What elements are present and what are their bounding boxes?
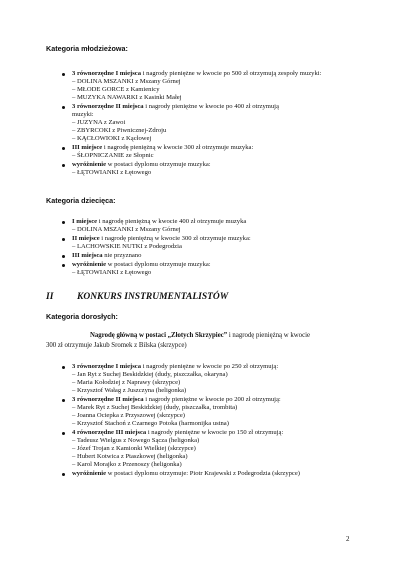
youth-item-3: III miejsce i nagrodę pieniężną w kwocie 300 zł otrzymuje muzyka: bbox=[72, 144, 254, 151]
bullet bbox=[62, 264, 65, 267]
list-sub-item: – Jan Ryt z Suchej Beskidzkiej (dudy, piszczałka, okaryna) bbox=[72, 371, 228, 378]
bullet bbox=[62, 73, 65, 76]
list-sub-item: – Hubert Kotwica z Ptaszkowej (heligonka) bbox=[72, 453, 188, 460]
adults-category-heading: Kategoria dorosłych: bbox=[46, 312, 118, 321]
list-sub-item: – ZBYRCOKI z Piwnicznej-Zdroju bbox=[72, 127, 167, 134]
list-sub-item: muzyki: bbox=[72, 111, 94, 118]
adults-item-3: 4 równorzędne III miejsca i nagrody pieniężne w kwocie po 150 zł otrzymują: bbox=[72, 429, 284, 436]
youth-item-2: 3 równorzędne II miejsca i nagrody pieniężne w kwocie po 400 zł otrzymują bbox=[72, 103, 279, 110]
list-sub-item: – LACHOWSKIE NUTKI z Podegrodzia bbox=[72, 243, 182, 250]
bullet bbox=[62, 106, 65, 109]
list-sub-item: – MŁODE GORCE z Kamienicy bbox=[72, 86, 160, 93]
list-sub-item: – ŚŁOPNICZANIE ze Słopnic bbox=[72, 152, 154, 159]
children-item-3: III miejsca nie przyznano bbox=[72, 252, 142, 259]
youth-category-heading: Kategoria młodzieżowa: bbox=[46, 44, 128, 53]
adults-item-4: wyróżnienie w postaci dyplomu otrzymuje: Piotr Krajewski z Podegrodzia (skrzypce) bbox=[72, 470, 300, 477]
children-item-4: wyróżnienie w postaci dyplomu otrzymuje muzyka: bbox=[72, 261, 211, 268]
children-category-heading: Kategoria dziecięca: bbox=[46, 196, 116, 205]
bullet bbox=[62, 164, 65, 167]
grand-prize-line-1: Nagrodę główną w postaci „Złotych Skrzypiec” i nagrodę pieniężną w kwocie bbox=[90, 332, 310, 339]
bullet bbox=[62, 147, 65, 150]
page-number: 2 bbox=[346, 535, 350, 543]
youth-item-4: wyróżnienie w postaci dyplomu otrzymuje muzyka: bbox=[72, 161, 211, 168]
children-item-2: II miejsce i nagrodę pieniężną w kwocie 300 zł otrzymuje muzyka: bbox=[72, 235, 251, 242]
youth-item-1: 3 równorzędne I miejsca i nagrody pieniężne w kwocie po 500 zł otrzymują zespoły muzyki: bbox=[72, 70, 322, 77]
adults-item-1: 3 równorzędne I miejsca i nagrody pieniężne w kwocie po 250 zł otrzymują: bbox=[72, 363, 279, 370]
adults-item-2: 3 równorzędne II miejsca i nagrody pieniężne w kwocie po 200 zł otrzymują: bbox=[72, 396, 281, 403]
bullet bbox=[62, 366, 65, 369]
bullet bbox=[62, 221, 65, 224]
list-sub-item: – KĄCŁOWIOKI z Kącłowej bbox=[72, 135, 152, 142]
list-sub-item: – Maria Kołodziej z Naprawy (skrzypce) bbox=[72, 379, 181, 386]
bullet bbox=[62, 255, 65, 258]
list-sub-item: – ŁĘTOWIANKI z Łętowego bbox=[72, 269, 152, 276]
bullet bbox=[62, 399, 65, 402]
grand-prize-line-2: 300 zł otrzymuje Jakub Sromek z Bilska (skrzypce) bbox=[46, 342, 187, 349]
list-sub-item: – Tadeusz Wielgus z Nowego Sącza (heligonka) bbox=[72, 437, 200, 444]
list-sub-item: – Marek Ryt z Suchej Beskidzkiej (dudy, piszczałka, trombita) bbox=[72, 404, 238, 411]
bullet bbox=[62, 238, 65, 241]
list-sub-item: – Joanna Ociepka z Przyszowej (skrzypce) bbox=[72, 412, 185, 419]
bullet bbox=[62, 432, 65, 435]
list-sub-item: – Karol Morajko z Przenoszy (heligonka) bbox=[72, 461, 182, 468]
children-item-1: I miejsce i nagrodę pieniężną w kwocie 400 zł otrzymuje muzyka bbox=[72, 218, 247, 225]
bullet bbox=[62, 473, 65, 476]
list-sub-item: – JUZYNA z Zawoi bbox=[72, 119, 126, 126]
list-sub-item: – Krzysztof Stachoń z Czarnego Potoka (harmonijka ustna) bbox=[72, 420, 229, 427]
list-sub-item: – ŁĘTOWIANKI z Łętowego bbox=[72, 169, 152, 176]
section-number: II bbox=[46, 292, 54, 302]
section-title: KONKURS INSTRUMENTALISTÓW bbox=[77, 292, 229, 302]
list-sub-item: – MUZYKA NAWARKI z Kasinki Małej bbox=[72, 94, 182, 101]
list-sub-item: – Krzysztof Wałag z Juszczyna (heligonka) bbox=[72, 387, 187, 394]
list-sub-item: – DOLINA MSZANKI z Mszany Górnej bbox=[72, 226, 181, 233]
list-sub-item: – Józef Trojan z Kamionki Wielkiej (skrzypce) bbox=[72, 445, 196, 452]
list-sub-item: – DOLINA MSZANKI z Mszany Górnej bbox=[72, 78, 181, 85]
